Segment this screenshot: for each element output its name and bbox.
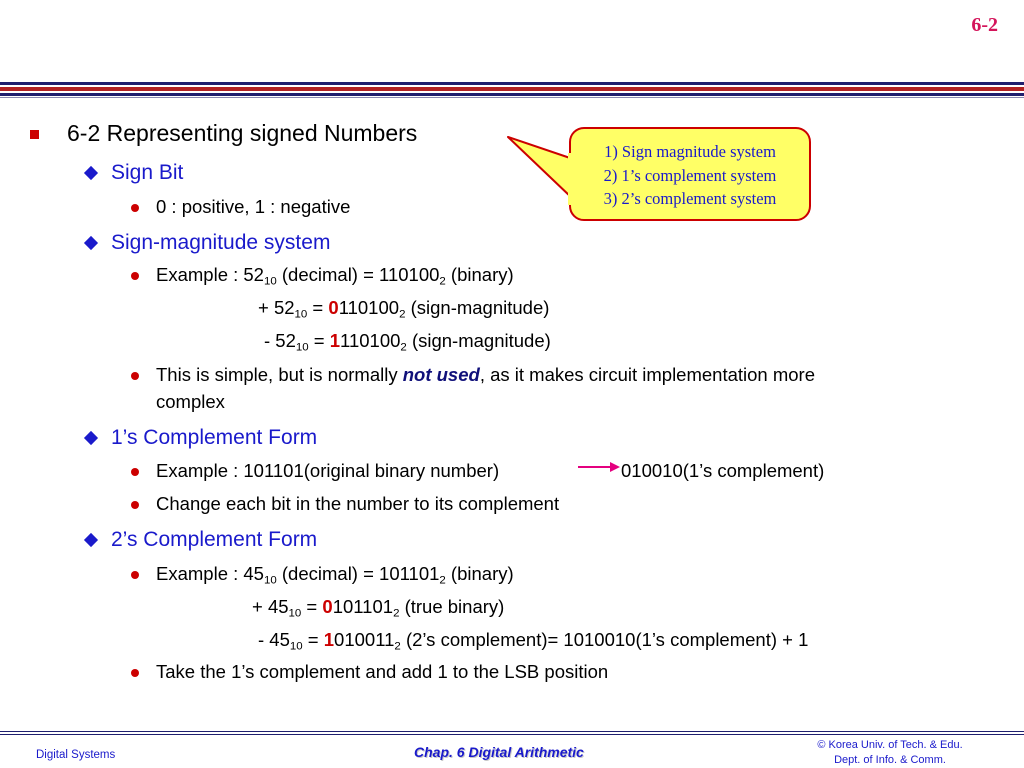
callout-line: 1) Sign magnitude system [604,142,776,161]
slide-number: 6-2 [971,14,998,36]
dot-bullet-icon [131,272,139,280]
ones-complement-example: Example : 101101(original binary number) [156,460,500,481]
sign-magnitude-example: Example : $52_{10}$ (decimal) = $110100_2$ (binary) [156,264,514,288]
sign-bit-title: Sign Bit [111,161,184,184]
footer-copyright-line: © Korea Univ. of Tech. & Edu. [817,739,963,751]
square-bullet-icon [30,130,39,139]
twos-complement-example: Example : $45_{10}$ (decimal) = $101101_2$ (binary) [156,563,514,587]
diamond-bullet-icon [84,431,98,445]
sign-bit-digit: 1 [323,629,335,650]
right-arrow-icon [578,460,622,474]
footer-chapter: Chap. 6 Digital Arithmetic [414,744,584,760]
dot-bullet-icon [131,669,139,677]
section-heading: 6-2 Representing signed Numbers [67,120,418,146]
header-divider [0,82,1024,104]
sign-bit-digit: 0 [328,297,339,318]
twos-complement-negative: - $45_{10} = 1010011_2$ (2’s complement)= 1010010(1’s complement) + 1 [258,629,809,653]
dot-bullet-icon [131,372,139,380]
sign-magnitude-positive: + $52_{10} = 0110100_2$ (sign-magnitude) [258,297,550,321]
footer-course: Digital Systems [36,749,116,761]
footer-copyright [800,738,980,768]
sign-bit-digit: 0 [322,596,333,617]
sign-magnitude-note: This is simple, but is normally not used, as it makes circuit implementation more [156,364,815,385]
dot-bullet-icon [131,468,139,476]
footer-copyright-line: Dept. of Info. & Comm. [834,754,946,766]
sign-magnitude-note-continued: complex [156,391,225,412]
emphasis-not-used: not used [402,364,480,385]
diamond-bullet-icon [84,236,98,250]
dot-bullet-icon [131,204,139,212]
footer-divider [0,731,1024,735]
sign-bit-point: 0 : positive, 1 : negative [156,196,351,217]
dot-bullet-icon [131,501,139,509]
diamond-bullet-icon [84,166,98,180]
diamond-bullet-icon [84,533,98,547]
callout-line: 2) 1’s complement system [603,165,777,185]
ones-complement-point: Change each bit in the number to its complement [156,493,560,514]
sign-bit-digit: 1 [329,330,341,351]
callout-line: 3) 2’s complement system [603,189,777,208]
sign-magnitude-negative: - $52_{10} = 1110100_2$ (sign-magnitude) [264,330,551,354]
callout-text [570,140,810,211]
twos-complement-title: 2’s Complement Form [111,528,318,551]
twos-complement-positive: + $45_{10} = 0101101_2$ (true binary) [252,596,505,620]
dot-bullet-icon [131,571,139,579]
ones-complement-title: 1’s Complement Form [111,426,318,449]
twos-complement-point: Take the 1’s complement and add 1 to the LSB position [156,661,609,682]
ones-complement-result: 010010(1’s complement) [621,460,825,481]
sign-magnitude-title: Sign-magnitude system [111,231,331,254]
